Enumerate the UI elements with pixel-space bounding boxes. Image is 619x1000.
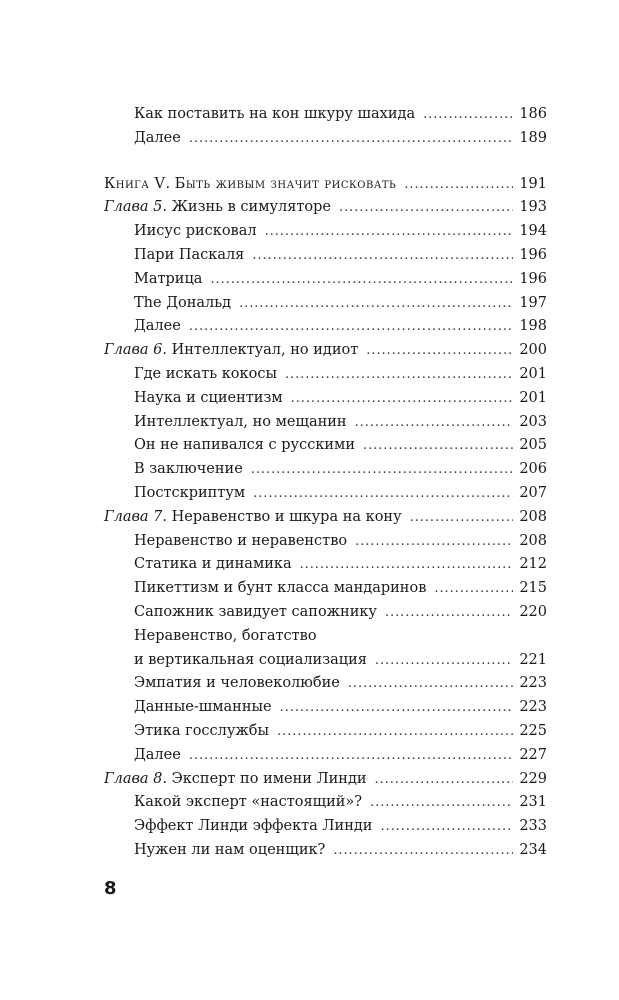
toc-section-entry [104, 127, 547, 151]
dot-leader [348, 672, 513, 696]
toc-entry-text: Статика и динамика [134, 556, 292, 573]
toc-entry-page: 189 [519, 129, 547, 146]
dot-leader [239, 292, 513, 316]
dot-leader [423, 103, 513, 127]
dot-leader [285, 363, 513, 387]
toc-entry-title [134, 601, 377, 625]
toc-entry-text: Где искать кокосы [134, 365, 277, 382]
toc-section-entry [104, 434, 547, 458]
toc-entry-page: 206 [519, 461, 547, 478]
toc-section-entry [104, 387, 547, 411]
toc-section-entry [104, 482, 547, 506]
dot-leader [253, 482, 513, 506]
toc-section-entry [104, 292, 547, 316]
toc-entry-separator: . [162, 199, 172, 216]
dot-leader [385, 601, 513, 625]
toc-entry-page: 201 [519, 389, 547, 406]
toc-entry-title [134, 577, 426, 601]
toc-entry-separator: . [162, 508, 172, 525]
toc-section-entry [104, 553, 547, 577]
toc-entry-text: Далее [134, 129, 181, 146]
toc-entry-page: 201 [519, 365, 547, 382]
toc-section-entry [104, 530, 547, 554]
toc-entry-page: 215 [519, 580, 547, 597]
toc-entry-title [134, 127, 181, 151]
toc-section-entry [104, 815, 547, 839]
toc-section-entry [104, 696, 547, 720]
toc-entry-page: 225 [519, 722, 547, 739]
toc-entry-text: В заключение [134, 461, 243, 478]
toc-section-entry [104, 720, 547, 744]
toc-entry-page: 221 [519, 651, 547, 668]
toc-entry-title [134, 387, 283, 411]
dot-leader [375, 649, 513, 673]
dot-leader [355, 530, 513, 554]
toc-entry-prefix: Глава 5 [104, 199, 163, 216]
toc-entry-page: 196 [519, 270, 547, 287]
toc-entry-text: Далее [134, 746, 181, 763]
toc-chapter-entry [104, 173, 547, 197]
toc-entry-page: 223 [519, 675, 547, 692]
toc-entry-title [134, 411, 347, 435]
toc-entry-text: Нужен ли нам оценщик? [134, 841, 326, 858]
toc-entry-title [134, 244, 244, 268]
toc-entry-text: Иисус рисковал [134, 223, 257, 240]
toc-entry-title [104, 339, 358, 363]
dot-leader [375, 768, 514, 792]
toc-entry-page: 194 [519, 223, 547, 240]
toc-entry-page: 198 [519, 318, 547, 335]
toc-section-entry [104, 458, 547, 482]
toc-entry-text: Как поставить на кон шкуру шахида [134, 106, 416, 122]
toc-entry-text: The Дональд [134, 294, 232, 311]
dot-leader [339, 196, 513, 220]
toc-entry-page: 205 [519, 437, 547, 454]
dot-leader [370, 791, 513, 815]
toc-chapter-entry [104, 339, 547, 363]
toc-entry-text: Этика госслужбы [134, 722, 270, 739]
dot-leader [404, 173, 513, 197]
toc-entry-text: и вертикальная социализация [134, 651, 367, 668]
toc-entry-page: 193 [519, 199, 547, 216]
toc-entry-title [134, 530, 347, 554]
toc-entry-page: 196 [519, 246, 547, 263]
dot-leader [300, 553, 514, 577]
toc-entry-text: Эксперт по имени Линди [171, 770, 367, 787]
toc-entry-separator: . [165, 175, 175, 192]
toc-section-entry [104, 577, 547, 601]
dot-leader [189, 315, 514, 339]
toc-entry-title [134, 220, 257, 244]
toc-section-entry [104, 649, 547, 673]
toc-entry-text: Неравенство и шкура на кону [171, 508, 402, 525]
toc-entry-text: Матрица [134, 270, 203, 287]
toc-entry-page: 203 [519, 413, 547, 430]
toc-entry-prefix: Глава 7 [104, 508, 163, 525]
toc-entry-title [134, 103, 415, 127]
toc-entry-separator: . [162, 342, 172, 359]
toc-section-entry [104, 220, 547, 244]
toc-entry-title [134, 720, 269, 744]
toc-entry-title [134, 672, 340, 696]
dot-leader [366, 339, 513, 363]
toc-entry-title [134, 791, 362, 815]
toc-entry-title [104, 196, 331, 220]
dot-leader [363, 434, 513, 458]
toc-section-entry [104, 625, 547, 649]
toc-section-entry [104, 601, 547, 625]
toc-entry-text: Интеллектуал, но мещанин [134, 413, 347, 430]
toc-entry-separator: . [162, 770, 172, 787]
dot-leader [252, 244, 513, 268]
toc-entry-text: Эффект Линди эффекта Линди [134, 818, 373, 835]
toc-entry-title [134, 458, 243, 482]
toc-entry-page: 233 [519, 818, 547, 835]
toc-entry-page: 223 [519, 699, 547, 716]
toc-entry-text: Интеллектуал, но идиот [171, 342, 359, 359]
toc-entry-title [134, 363, 277, 387]
toc-section-entry [104, 268, 547, 292]
toc-entry-prefix: Глава 8 [104, 770, 163, 787]
toc-entry-page: 220 [519, 603, 547, 620]
toc-entry-page: 227 [519, 746, 547, 763]
toc-entry-text: Эмпатия и человеколюбие [134, 675, 340, 692]
toc-entry-title [134, 649, 367, 673]
toc-entry-page: 200 [519, 342, 547, 359]
toc-entry-text: Быть живым значит рисковать [174, 175, 397, 192]
toc-entry-page: 207 [519, 484, 547, 501]
toc-entry-page: 186 [519, 106, 547, 122]
dot-leader [355, 411, 514, 435]
toc-section-entry [104, 411, 547, 435]
toc-section-entry [104, 744, 547, 768]
page-number: 8 [104, 878, 117, 899]
toc-section-entry [104, 244, 547, 268]
toc-entry-page: 234 [519, 841, 547, 858]
toc-entry-text: Данные-шманные [134, 699, 272, 716]
dot-leader [380, 815, 513, 839]
toc-entry-title [134, 434, 355, 458]
toc-entry-prefix: Глава 6 [104, 342, 163, 359]
toc-entry-title [104, 173, 396, 197]
toc-entry-text: Наука и сциентизм [134, 389, 283, 406]
toc-entry-text: Далее [134, 318, 181, 335]
toc-section-entry [104, 103, 547, 127]
dot-leader [265, 220, 514, 244]
toc-entry-title [134, 482, 245, 506]
toc-entry-text: Он не напивался с русскими [134, 437, 356, 454]
dot-leader [291, 387, 514, 411]
toc-entry-title [134, 696, 272, 720]
toc-entry-text: Неравенство и неравенство [134, 532, 348, 549]
toc-entry-page: 212 [519, 556, 547, 573]
toc-entry-page: 191 [519, 175, 547, 192]
toc-entry-page: 197 [519, 294, 547, 311]
table-of-contents [104, 103, 547, 863]
dot-leader [189, 744, 514, 768]
toc-entry-text: Сапожник завидует сапожнику [134, 603, 377, 620]
toc-entry-title [104, 506, 402, 530]
toc-entry-title [104, 768, 367, 792]
toc-section-entry [104, 839, 547, 863]
dot-leader [434, 577, 513, 601]
toc-entry-text: Пикеттизм и бунт класса мандаринов [134, 580, 427, 597]
toc-entry-page: 229 [519, 770, 547, 787]
toc-entry-text: Неравенство, богатство [134, 627, 317, 644]
toc-entry-title [134, 268, 202, 292]
toc-section-entry [104, 672, 547, 696]
dot-leader [277, 720, 513, 744]
dot-leader [189, 127, 514, 151]
toc-entry-page: 208 [519, 508, 547, 525]
toc-entry-text: Постскриптум [134, 484, 246, 501]
toc-chapter-entry [104, 768, 547, 792]
toc-section-entry [104, 791, 547, 815]
toc-entry-title [134, 815, 372, 839]
dot-leader [410, 506, 514, 530]
toc-entry-title [134, 315, 181, 339]
dot-leader [280, 696, 514, 720]
toc-section-entry [104, 363, 547, 387]
toc-chapter-entry [104, 506, 547, 530]
toc-entry-title [134, 625, 317, 649]
toc-entry-text: Какой эксперт «настоящий»? [134, 794, 363, 811]
toc-entry-title [134, 744, 181, 768]
toc-entry-title [134, 292, 231, 316]
toc-entry-text: Жизнь в симуляторе [171, 199, 331, 216]
toc-entry-title [134, 839, 325, 863]
toc-chapter-entry [104, 196, 547, 220]
toc-entry-prefix: Книга V [104, 175, 166, 192]
toc-entry-title [134, 553, 292, 577]
dot-leader [251, 458, 514, 482]
toc-section-entry [104, 315, 547, 339]
dot-leader [210, 268, 513, 292]
toc-entry-page: 231 [519, 794, 547, 811]
toc-entry-text: Пари Паскаля [134, 246, 245, 263]
dot-leader [333, 839, 513, 863]
toc-entry-page: 208 [519, 532, 547, 549]
